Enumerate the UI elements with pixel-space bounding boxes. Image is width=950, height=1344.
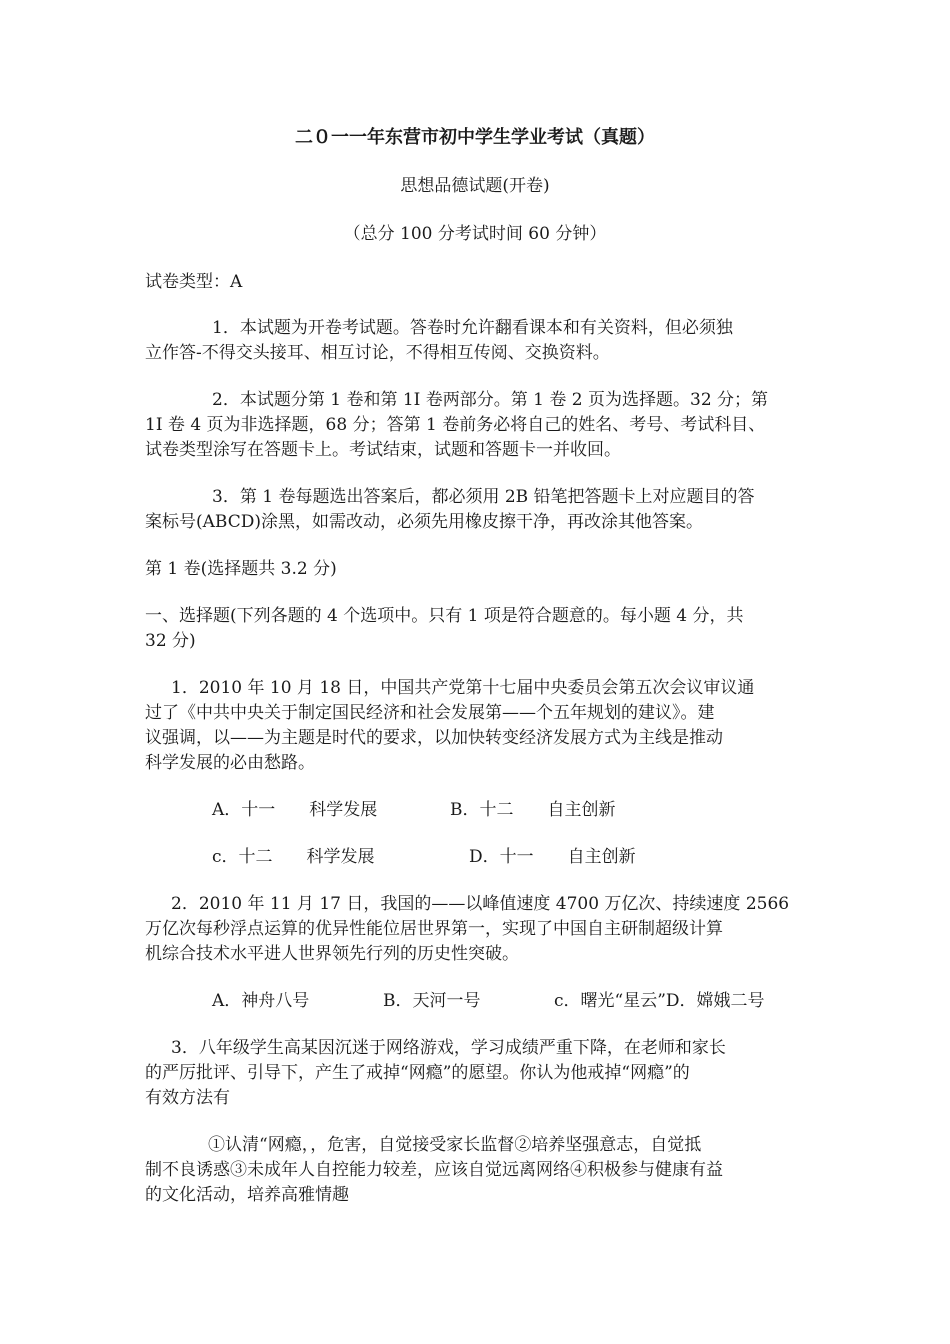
part-heading-line-2: 32 分) bbox=[145, 631, 196, 651]
q3-line-3: 有效方法有 bbox=[145, 1088, 230, 1108]
q1-line-4: 科学发展的必由愁路。 bbox=[145, 753, 315, 773]
q3-line-1: 3．八年级学生高某因沉迷于网络游戏，学习成绩严重下降，在老师和家长 bbox=[171, 1038, 726, 1058]
page-subtitle: 思想品德试题(开卷) bbox=[400, 176, 550, 196]
q2-option-a: A．神舟八号 bbox=[212, 991, 310, 1011]
score-time: （总分 100 分考试时间 60 分钟） bbox=[343, 224, 607, 244]
q3-choices-line-2: 制不良诱惑③未成年人自控能力较差，应该自觉远离网络④积极参与健康有益 bbox=[145, 1160, 723, 1180]
q1-option-c: c．十二 科学发展 bbox=[212, 847, 375, 867]
note-1-line-1: 1．本试题为开卷考试题。答卷时允许翻看课本和有关资料，但必须独 bbox=[212, 318, 733, 338]
page-title: 二０一一年东营市初中学生学业考试（真题） bbox=[295, 127, 655, 148]
q2-option-b: B．天河一号 bbox=[383, 991, 481, 1011]
q1-option-b: B．十二 自主创新 bbox=[450, 800, 616, 820]
q1-option-a: A．十一 科学发展 bbox=[212, 800, 378, 820]
q1-option-d: D．十一 自主创新 bbox=[469, 847, 636, 867]
q1-line-1: 1．2010 年 10 月 18 日，中国共产党第十七届中央委员会第五次会议审议通 bbox=[171, 678, 755, 698]
note-3-line-2: 案标号(ABCD)涂黑，如需改动，必须先用橡皮擦干净，再改涂其他答案。 bbox=[145, 512, 703, 532]
note-3-line-1: 3．第 1 卷每题选出答案后，都必须用 2B 铅笔把答题卡上对应题目的答 bbox=[212, 487, 755, 507]
q2-line-1: 2．2010 年 11 月 17 日，我国的——以峰值速度 4700 万亿次、持续速度 2566 bbox=[171, 894, 790, 914]
note-1-line-2: 立作答-不得交头接耳、相互讨论，不得相互传阅、交换资料。 bbox=[145, 343, 610, 363]
paper-type: 试卷类型：A bbox=[145, 272, 243, 292]
q2-line-2: 万亿次每秒浮点运算的优异性能位居世界第一，实现了中国自主研制超级计算 bbox=[145, 919, 723, 939]
q2-line-3: 机综合技术水平进人世界领先行列的历史性突破。 bbox=[145, 944, 519, 964]
q1-line-2: 过了《中共中央关于制定国民经济和社会发展第——个五年规划的建议》。建 bbox=[145, 703, 715, 723]
note-2-line-2: 1I 卷 4 页为非选择题，68 分；答第 1 卷前务必将自己的姓名、考号、考试科目、 bbox=[145, 415, 766, 435]
q2-option-cd: c．曙光“星云”D．嫦娥二号 bbox=[554, 991, 765, 1011]
q3-choices-line-1: ①认清“网瘾，，危害，自觉接受家长监督②培养坚强意志，自觉抵 bbox=[208, 1135, 702, 1155]
note-2-line-3: 试卷类型涂写在答题卡上。考试结束，试题和答题卡一并收回。 bbox=[145, 440, 621, 460]
section-heading: 第 1 卷(选择题共 3.2 分) bbox=[145, 559, 337, 579]
part-heading-line-1: 一、选择题(下列各题的 4 个选项中。只有 1 项是符合题意的。每小题 4 分，共 bbox=[145, 606, 744, 626]
q1-line-3: 议强调，以——为主题是时代的要求，以加快转变经济发展方式为主线是推动 bbox=[145, 728, 723, 748]
q3-choices-line-3: 的文化活动，培养高雅情趣 bbox=[145, 1185, 349, 1205]
note-2-line-1: 2．本试题分第 1 卷和第 1I 卷两部分。第 1 卷 2 页为选择题。32 分；第 bbox=[212, 390, 769, 410]
q3-line-2: 的严厉批评、引导下，产生了戒掉“网瘾”的愿望。你认为他戒掉“网瘾”的 bbox=[145, 1063, 690, 1083]
